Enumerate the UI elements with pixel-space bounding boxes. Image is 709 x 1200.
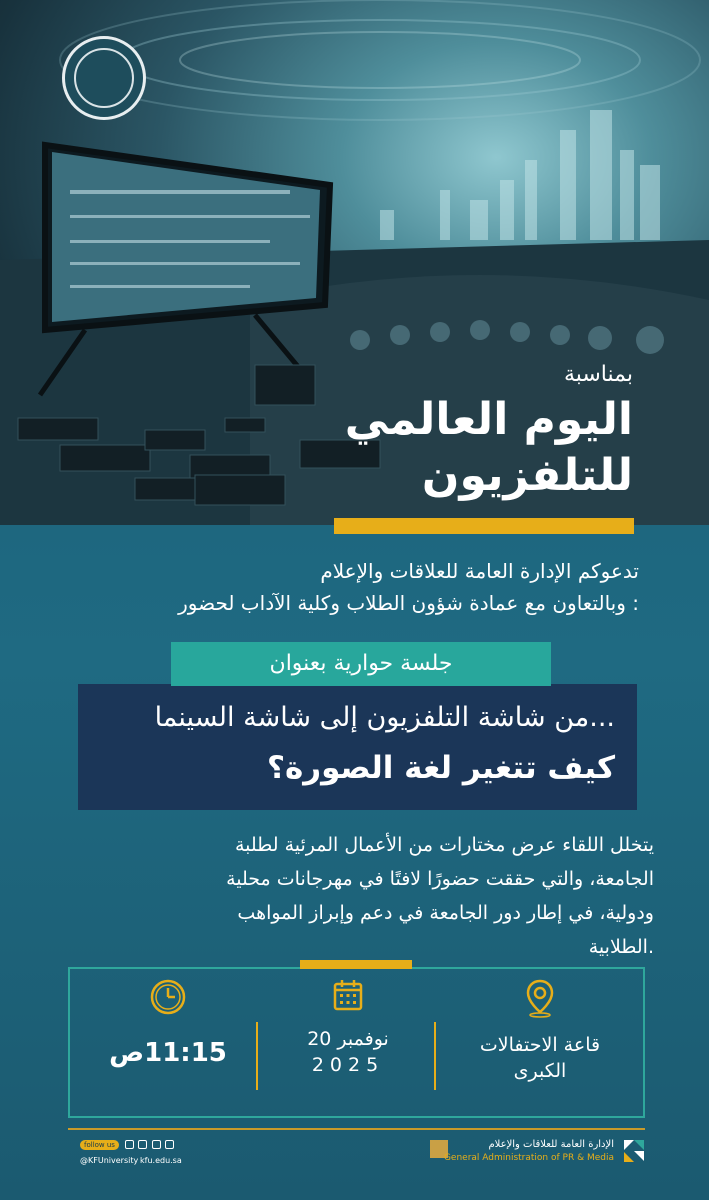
description-line3: ودولية، في إطار دور الجامعة في دعم وإبراز المواهب (237, 902, 654, 924)
event-description (54, 828, 654, 964)
invitation-line2: وبالتعاون مع عمادة شؤون الطلاب وكلية الآداب لحضور : (178, 591, 639, 615)
social-links[interactable] (80, 1140, 176, 1150)
date-line1: 20 نوفمبر (307, 1028, 389, 1050)
date-detail (258, 978, 438, 1078)
location-detail (450, 978, 630, 1084)
accent-bar (334, 518, 634, 534)
telegram-icon[interactable] (138, 1140, 147, 1149)
location-text (450, 1032, 630, 1084)
clock-icon (149, 978, 187, 1016)
date-text (258, 1026, 438, 1078)
session-topic-line2: كيف تتغير لغة الصورة؟ (266, 750, 615, 786)
occasion-label: بمناسبة (563, 362, 633, 387)
follow-badge: follow us (80, 1140, 119, 1150)
hero-image (0, 0, 709, 525)
invitation-line1: تدعوكم الإدارة العامة للعلاقات والإعلام (320, 559, 639, 583)
facebook-icon[interactable] (125, 1140, 134, 1149)
location-line2: الكبرى (513, 1060, 567, 1082)
location-pin-icon (524, 978, 556, 1018)
time-detail (78, 978, 258, 1068)
pr-media-logo-icon (624, 1140, 644, 1162)
x-icon[interactable] (165, 1140, 174, 1149)
date-line2: 2025 (311, 1054, 385, 1076)
org-name-english: General Administration of PR & Media (443, 1153, 614, 1163)
session-label: جلسة حوارية بعنوان (171, 642, 551, 686)
description-line4: الطلابية. (588, 936, 654, 958)
instagram-icon[interactable] (152, 1140, 161, 1149)
session-topic-line1: من شاشة التلفزيون إلى شاشة السينما... (154, 702, 615, 733)
details-border-right (412, 967, 645, 969)
social-handle[interactable]: @KFUniversity (80, 1156, 139, 1165)
org-name-arabic: الإدارة العامة للعلاقات والإعلام (488, 1139, 614, 1150)
invitation-text (59, 555, 639, 619)
event-title (345, 392, 633, 504)
event-title-line1: اليوم العالمي (344, 394, 633, 445)
session-topic-box (78, 684, 637, 810)
time-text: 11:15ص (109, 1038, 227, 1068)
location-line1: قاعة الاحتفالات (479, 1034, 601, 1056)
university-logo (62, 36, 146, 120)
logo-inner-ring (74, 48, 134, 108)
website-link[interactable]: kfu.edu.sa (140, 1156, 182, 1165)
description-line1: يتخلل اللقاء عرض مختارات من الأعمال المرئية لطلبة (234, 834, 654, 856)
details-border-left (68, 967, 300, 969)
calendar-icon (332, 978, 364, 1012)
footer-divider (68, 1128, 645, 1130)
event-title-line2: للتلفزيون (421, 450, 633, 501)
description-line2: الجامعة، والتي حققت حضورًا لافتًا في مهرجانات محلية (226, 868, 654, 890)
details-accent-tab (300, 960, 412, 969)
